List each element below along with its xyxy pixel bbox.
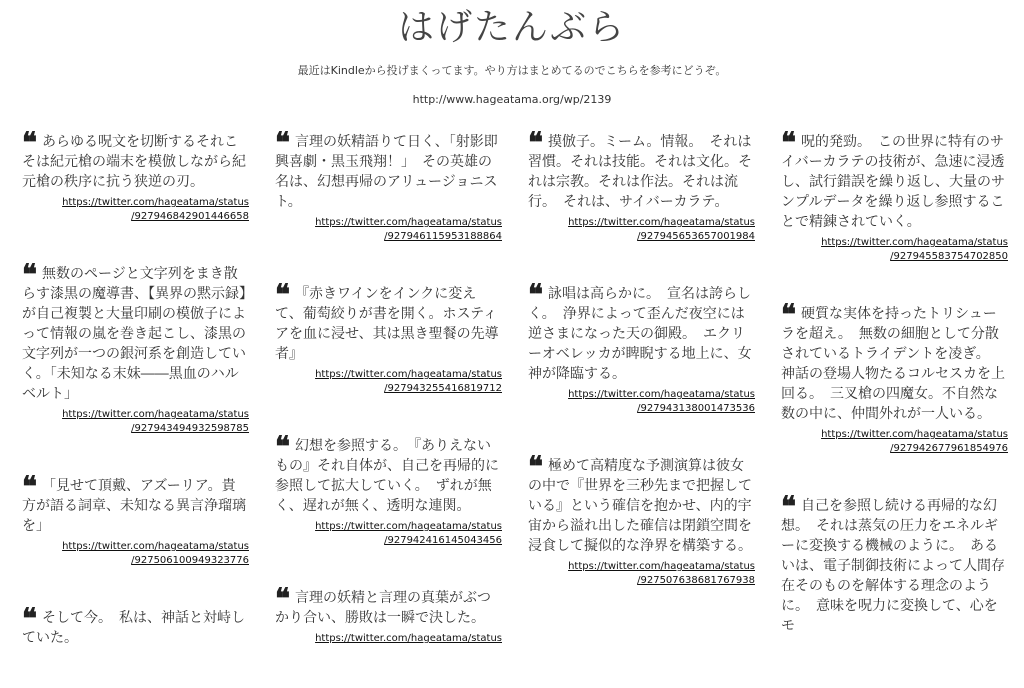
quote-icon: ❝ — [275, 582, 291, 615]
status-link[interactable] — [275, 216, 502, 244]
status-link-id[interactable]: /927943494932598785 — [131, 423, 249, 434]
status-link-id[interactable]: /927945583754702850 — [890, 251, 1008, 262]
status-link-base[interactable]: https://twitter.com/hageatama/status — [568, 389, 755, 400]
post-column — [781, 126, 1008, 688]
status-link-base[interactable]: https://twitter.com/hageatama/status — [62, 541, 249, 552]
quote-icon: ❝ — [781, 126, 797, 159]
status-link[interactable] — [528, 216, 755, 244]
status-link[interactable] — [275, 632, 502, 646]
quote-text: 言理の妖精と言理の真葉がぶつかり合い、勝敗は一瞬で決した。 — [275, 590, 491, 626]
quote-icon: ❝ — [22, 258, 38, 291]
quote-body — [275, 126, 502, 212]
status-link-base[interactable]: https://twitter.com/hageatama/status — [315, 521, 502, 532]
quote-icon: ❝ — [528, 126, 544, 159]
quote-icon: ❝ — [275, 278, 291, 311]
quote-body — [528, 126, 755, 212]
quote-icon: ❝ — [275, 430, 291, 463]
status-link-base[interactable]: https://twitter.com/hageatama/status — [568, 561, 755, 572]
quote-body — [22, 470, 249, 536]
quote-icon: ❝ — [781, 490, 797, 523]
quote-icon: ❝ — [528, 450, 544, 483]
quote-post — [528, 450, 755, 588]
quote-body — [275, 430, 502, 516]
quote-text: 無数のページと文字列をまき散らす漆黒の魔導書、【異界の黙示録】が自己複製と大量印刷の模倣子によって情報の嵐を巻き起こし、漆黒の文字列が一つの銀河系を創造していく。「未知なる末妹――黒血のハルベルト」 — [22, 266, 246, 402]
status-link[interactable] — [275, 520, 502, 548]
quote-body — [528, 278, 755, 384]
quote-body — [781, 490, 1008, 636]
status-link[interactable] — [528, 560, 755, 588]
quote-body — [22, 258, 249, 404]
status-link-id[interactable]: /927946115953188864 — [384, 231, 502, 242]
quote-body — [528, 450, 755, 556]
quote-text: 摸倣子。ミーム。情報。 それは習慣。それは技能。それは文化。それは宗教。それは作法。それは流行。 それは、サイバーカラテ。 — [528, 134, 752, 210]
quote-text: あらゆる呪文を切断するそれこそは紀元槍の端末を模倣しながら紀元槍の秩序に抗う狭逆の刃。 — [22, 134, 246, 190]
site-url: http://www.hageatama.org/wp/2139 — [412, 93, 612, 106]
site-title[interactable]: はげたんぶら — [397, 7, 626, 48]
quote-icon: ❝ — [22, 602, 38, 635]
quote-text: そして今。 私は、神話と対峙していた。 — [22, 610, 245, 646]
quote-text: 呪的発勁。 この世界に特有のサイバーカラテの技術が、急速に浸透し、試行錯誤を繰り返し、大量のサンプルデータを繰り返し参照することで精錬されていく。 — [781, 134, 1005, 230]
status-link[interactable] — [22, 408, 249, 436]
status-link-base[interactable]: https://twitter.com/hageatama/status — [62, 197, 249, 208]
quote-text: 極めて高精度な予測演算は彼女の中で『世界を三秒先まで把握している』という確信を抱かせ、内的宇宙から溢れ出した確信は閉鎖空間を浸食して擬似的な浄界を構築する。 — [528, 458, 752, 554]
status-link[interactable] — [275, 368, 502, 396]
status-link-id[interactable]: /927506100949323776 — [131, 555, 249, 566]
quote-post — [22, 258, 249, 436]
quote-icon: ❝ — [275, 126, 291, 159]
quote-body — [22, 126, 249, 192]
quote-text: 硬質な実体を持ったトリシューラを超え。 無数の細胞として分散されているトライデントを凌ぎ。 神話の登場人物たるコルセスカを上回る。 三叉槍の四魔女。不自然な数の中に、仲間外れが一人いる。 — [781, 306, 1005, 422]
quote-body — [275, 278, 502, 364]
quote-body — [275, 582, 502, 628]
status-link-id[interactable]: /927942677961854976 — [890, 443, 1008, 454]
post-column — [22, 126, 249, 688]
quote-post — [275, 278, 502, 396]
status-link[interactable] — [22, 540, 249, 568]
quote-text: 『赤きワインをインクに変えて、葡萄絞りが書を開く。ホスティアを血に浸せ、其は黒き聖餐の先導者』 — [275, 286, 499, 362]
site-header — [0, 0, 1024, 107]
post-columns — [22, 126, 1008, 688]
quote-post — [275, 126, 502, 244]
status-link[interactable] — [528, 388, 755, 416]
status-link-id[interactable]: /927943138001473536 — [637, 403, 755, 414]
quote-text: 幻想を参照する。 『ありえないもの』それ自体が、自己を再帰的に参照して拡大していく。 ずれが無く、遅れが無く、透明な連関。 — [275, 438, 499, 514]
quote-post — [22, 470, 249, 568]
status-link[interactable] — [781, 236, 1008, 264]
post-column — [275, 126, 502, 688]
quote-icon: ❝ — [781, 298, 797, 331]
quote-text: 詠唱は高らかに。 宣名は誇らしく。 浄界によって歪んだ夜空には逆さまになった天の御殿。 エクリーオベレッカが睥睨する地上に、女神が降臨する。 — [528, 286, 752, 382]
post-column — [528, 126, 755, 688]
quote-post — [275, 582, 502, 646]
status-link-id[interactable]: /927943255416819712 — [384, 383, 502, 394]
status-link-id[interactable]: /927946842901446658 — [131, 211, 249, 222]
quote-icon: ❝ — [528, 278, 544, 311]
status-link-base[interactable]: https://twitter.com/hageatama/status — [315, 633, 502, 644]
quote-icon: ❝ — [22, 126, 38, 159]
quote-post — [22, 126, 249, 224]
quote-post — [781, 298, 1008, 456]
status-link-base[interactable]: https://twitter.com/hageatama/status — [315, 217, 502, 228]
site-description: 最近はKindleから投げまくってます。やり方はまとめてるのでこちらを参考にどうぞ。 — [297, 64, 727, 77]
status-link[interactable] — [22, 196, 249, 224]
status-link-id[interactable]: /927945653657001984 — [637, 231, 755, 242]
status-link-base[interactable]: https://twitter.com/hageatama/status — [821, 237, 1008, 248]
quote-icon: ❝ — [22, 470, 38, 503]
quote-text: 言理の妖精語りて日く、「射影即興喜劇・黒玉飛翔！」 その英雄の名は、幻想再帰のアリュージョニスト。 — [275, 134, 498, 210]
status-link-base[interactable]: https://twitter.com/hageatama/status — [62, 409, 249, 420]
quote-post — [528, 278, 755, 416]
status-link-id[interactable]: /927942416145043456 — [384, 535, 502, 546]
quote-body — [781, 126, 1008, 232]
quote-text: 自己を参照し続ける再帰的な幻想。 それは蒸気の圧力をエネルギーに変換する機械のように。 あるいは、電子制御技術によって人間存在そのものを解体する理念のように。 意味を呪力に変換して、心をモ — [781, 498, 1005, 634]
quote-body — [781, 298, 1008, 424]
quote-post — [781, 126, 1008, 264]
status-link[interactable] — [781, 428, 1008, 456]
status-link-base[interactable]: https://twitter.com/hageatama/status — [821, 429, 1008, 440]
quote-post — [22, 602, 249, 648]
quote-post — [781, 490, 1008, 636]
quote-text: 「見せて頂戴、アズーリア。貴方が語る詞章、未知なる異言浄瑠璃を」 — [22, 478, 246, 534]
quote-body — [22, 602, 249, 648]
status-link-base[interactable]: https://twitter.com/hageatama/status — [568, 217, 755, 228]
quote-post — [275, 430, 502, 548]
status-link-id[interactable]: /927507638681767938 — [637, 575, 755, 586]
quote-post — [528, 126, 755, 244]
status-link-base[interactable]: https://twitter.com/hageatama/status — [315, 369, 502, 380]
